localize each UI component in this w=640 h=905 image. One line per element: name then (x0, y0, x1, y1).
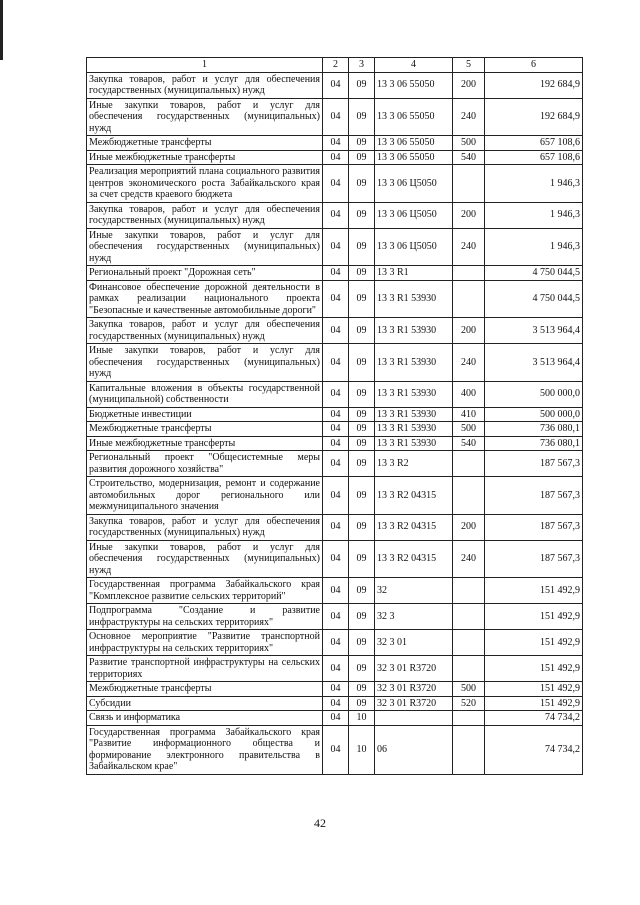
amount-cell: 3 513 964,4 (485, 344, 583, 382)
amount-cell: 657 108,6 (485, 136, 583, 151)
expense-type-cell (453, 578, 485, 604)
expense-type-cell: 410 (453, 407, 485, 422)
row-name-cell: Подпрограмма "Создание и развитие инфраструктуры на сельских территориях" (87, 604, 323, 630)
row-name-cell: Основное мероприятие "Развитие транспортной инфраструктуры на сельских территориях" (87, 630, 323, 656)
expense-type-cell (453, 656, 485, 682)
amount-cell: 4 750 044,5 (485, 280, 583, 318)
row-name-cell: Закупка товаров, работ и услуг для обеспечения государственных (муниципальных) нужд (87, 202, 323, 228)
table-row (87, 540, 583, 578)
target-article-cell: 32 3 01 R3720 (375, 682, 453, 697)
target-article-cell: 13 3 R1 53930 (375, 422, 453, 437)
column-header: 3 (349, 58, 375, 73)
target-article-cell (375, 711, 453, 726)
expense-type-cell: 500 (453, 682, 485, 697)
section-code-cell: 04 (323, 228, 349, 266)
row-name-cell: Государственная программа Забайкальского края "Комплексное развитие сельских территорий" (87, 578, 323, 604)
target-article-cell: 13 3 R1 53930 (375, 407, 453, 422)
table-row (87, 407, 583, 422)
expense-type-cell (453, 725, 485, 774)
row-name-cell: Иные межбюджетные трансферты (87, 436, 323, 451)
table-row (87, 280, 583, 318)
section-code-cell: 04 (323, 202, 349, 228)
target-article-cell: 13 3 R1 (375, 266, 453, 281)
table-row (87, 165, 583, 203)
amount-cell: 151 492,9 (485, 578, 583, 604)
target-article-cell: 32 3 01 R3720 (375, 696, 453, 711)
section-code-cell: 04 (323, 436, 349, 451)
table-row (87, 477, 583, 515)
table-row (87, 725, 583, 774)
section-code-cell: 04 (323, 656, 349, 682)
target-article-cell: 32 3 01 (375, 630, 453, 656)
column-header: 6 (485, 58, 583, 73)
subsection-code-cell: 09 (349, 98, 375, 136)
table-row (87, 656, 583, 682)
amount-cell: 151 492,9 (485, 630, 583, 656)
expense-type-cell: 500 (453, 422, 485, 437)
target-article-cell: 13 3 R2 04315 (375, 477, 453, 515)
row-name-cell: Закупка товаров, работ и услуг для обеспечения государственных (муниципальных) нужд (87, 514, 323, 540)
subsection-code-cell: 09 (349, 436, 375, 451)
row-name-cell: Региональный проект "Общесистемные меры развития дорожного хозяйства" (87, 451, 323, 477)
subsection-code-cell: 09 (349, 228, 375, 266)
subsection-code-cell: 09 (349, 422, 375, 437)
section-code-cell: 04 (323, 98, 349, 136)
subsection-code-cell: 09 (349, 578, 375, 604)
budget-table (86, 57, 583, 775)
target-article-cell: 32 3 (375, 604, 453, 630)
row-name-cell: Строительство, модернизация, ремонт и содержание автомобильных дорог регионального или межмуниципального значения (87, 477, 323, 515)
table-row (87, 266, 583, 281)
row-name-cell: Капитальные вложения в объекты государственной (муниципальной) собственности (87, 381, 323, 407)
expense-type-cell (453, 280, 485, 318)
target-article-cell: 13 3 06 55050 (375, 98, 453, 136)
amount-cell: 151 492,9 (485, 604, 583, 630)
expense-type-cell (453, 711, 485, 726)
amount-cell: 1 946,3 (485, 202, 583, 228)
section-code-cell: 04 (323, 451, 349, 477)
target-article-cell: 13 3 R2 04315 (375, 514, 453, 540)
subsection-code-cell: 10 (349, 711, 375, 726)
expense-type-cell: 540 (453, 436, 485, 451)
header-row (87, 58, 583, 73)
amount-cell: 736 080,1 (485, 436, 583, 451)
table-row (87, 696, 583, 711)
table-row (87, 630, 583, 656)
table-row (87, 136, 583, 151)
table-row (87, 228, 583, 266)
amount-cell: 151 492,9 (485, 682, 583, 697)
section-code-cell: 04 (323, 711, 349, 726)
target-article-cell: 13 3 R1 53930 (375, 381, 453, 407)
section-code-cell: 04 (323, 578, 349, 604)
expense-type-cell (453, 630, 485, 656)
table-row (87, 98, 583, 136)
amount-cell: 187 567,3 (485, 477, 583, 515)
subsection-code-cell: 09 (349, 696, 375, 711)
subsection-code-cell: 09 (349, 477, 375, 515)
subsection-code-cell: 09 (349, 344, 375, 382)
target-article-cell: 13 3 R1 53930 (375, 280, 453, 318)
subsection-code-cell: 09 (349, 682, 375, 697)
amount-cell: 192 684,9 (485, 98, 583, 136)
subsection-code-cell: 09 (349, 514, 375, 540)
target-article-cell: 13 3 R1 53930 (375, 436, 453, 451)
section-code-cell: 04 (323, 514, 349, 540)
amount-cell: 192 684,9 (485, 72, 583, 98)
table-row (87, 422, 583, 437)
row-name-cell: Реализация мероприятий плана социального развития центров экономического роста Забайкальского края за счет средств краевого бюджета (87, 165, 323, 203)
page-number: 42 (314, 816, 326, 830)
table-row (87, 150, 583, 165)
row-name-cell: Государственная программа Забайкальского края "Развитие информационного общества и формирование электронного правительства в Забайкальском крае" (87, 725, 323, 774)
amount-cell: 74 734,2 (485, 711, 583, 726)
row-name-cell: Связь и информатика (87, 711, 323, 726)
section-code-cell: 04 (323, 477, 349, 515)
amount-cell: 151 492,9 (485, 656, 583, 682)
subsection-code-cell: 09 (349, 656, 375, 682)
expense-type-cell: 240 (453, 98, 485, 136)
subsection-code-cell: 09 (349, 451, 375, 477)
expense-type-cell (453, 266, 485, 281)
amount-cell: 187 567,3 (485, 514, 583, 540)
column-header: 1 (87, 58, 323, 73)
table-row (87, 436, 583, 451)
table-row (87, 344, 583, 382)
row-name-cell: Межбюджетные трансферты (87, 682, 323, 697)
target-article-cell: 13 3 R2 04315 (375, 540, 453, 578)
target-article-cell: 32 3 01 R3720 (375, 656, 453, 682)
section-code-cell: 04 (323, 150, 349, 165)
table-row (87, 711, 583, 726)
expense-type-cell: 500 (453, 136, 485, 151)
row-name-cell: Иные закупки товаров, работ и услуг для обеспечения государственных (муниципальных) нужд (87, 344, 323, 382)
expense-type-cell (453, 477, 485, 515)
subsection-code-cell: 09 (349, 604, 375, 630)
section-code-cell: 04 (323, 604, 349, 630)
amount-cell: 500 000,0 (485, 407, 583, 422)
table-row (87, 318, 583, 344)
expense-type-cell: 200 (453, 318, 485, 344)
section-code-cell: 04 (323, 344, 349, 382)
row-name-cell: Финансовое обеспечение дорожной деятельности в рамках реализации национального проекта "Безопасные и качественные автомобильные дороги" (87, 280, 323, 318)
row-name-cell: Иные закупки товаров, работ и услуг для обеспечения государственных (муниципальных) нужд (87, 98, 323, 136)
amount-cell: 657 108,6 (485, 150, 583, 165)
section-code-cell: 04 (323, 540, 349, 578)
target-article-cell: 13 3 06 55050 (375, 136, 453, 151)
amount-cell: 1 946,3 (485, 228, 583, 266)
amount-cell: 736 080,1 (485, 422, 583, 437)
expense-type-cell: 240 (453, 344, 485, 382)
amount-cell: 4 750 044,5 (485, 266, 583, 281)
subsection-code-cell: 09 (349, 318, 375, 344)
section-code-cell: 04 (323, 266, 349, 281)
subsection-code-cell: 09 (349, 72, 375, 98)
row-name-cell: Иные закупки товаров, работ и услуг для обеспечения государственных (муниципальных) нужд (87, 228, 323, 266)
amount-cell: 74 734,2 (485, 725, 583, 774)
section-code-cell: 04 (323, 725, 349, 774)
expense-type-cell: 400 (453, 381, 485, 407)
subsection-code-cell: 09 (349, 266, 375, 281)
expense-type-cell: 520 (453, 696, 485, 711)
expense-type-cell: 200 (453, 72, 485, 98)
target-article-cell: 13 3 R1 53930 (375, 344, 453, 382)
subsection-code-cell: 09 (349, 280, 375, 318)
column-header: 5 (453, 58, 485, 73)
amount-cell: 1 946,3 (485, 165, 583, 203)
column-header: 2 (323, 58, 349, 73)
table-row (87, 72, 583, 98)
row-name-cell: Иные закупки товаров, работ и услуг для обеспечения государственных (муниципальных) нужд (87, 540, 323, 578)
table-row (87, 682, 583, 697)
row-name-cell: Иные межбюджетные трансферты (87, 150, 323, 165)
expense-type-cell (453, 604, 485, 630)
amount-cell: 187 567,3 (485, 540, 583, 578)
amount-cell: 187 567,3 (485, 451, 583, 477)
target-article-cell: 32 (375, 578, 453, 604)
expense-type-cell: 540 (453, 150, 485, 165)
expense-type-cell (453, 165, 485, 203)
subsection-code-cell: 09 (349, 136, 375, 151)
target-article-cell: 13 3 06 55050 (375, 150, 453, 165)
subsection-code-cell: 09 (349, 540, 375, 578)
subsection-code-cell: 10 (349, 725, 375, 774)
amount-cell: 151 492,9 (485, 696, 583, 711)
section-code-cell: 04 (323, 407, 349, 422)
section-code-cell: 04 (323, 381, 349, 407)
row-name-cell: Закупка товаров, работ и услуг для обеспечения государственных (муниципальных) нужд (87, 318, 323, 344)
table-row (87, 604, 583, 630)
section-code-cell: 04 (323, 72, 349, 98)
expense-type-cell: 240 (453, 540, 485, 578)
section-code-cell: 04 (323, 422, 349, 437)
amount-cell: 500 000,0 (485, 381, 583, 407)
subsection-code-cell: 09 (349, 630, 375, 656)
target-article-cell: 13 3 06 55050 (375, 72, 453, 98)
table-row (87, 578, 583, 604)
target-article-cell: 13 3 06 Ц5050 (375, 202, 453, 228)
target-article-cell: 13 3 R2 (375, 451, 453, 477)
table-body (87, 58, 583, 775)
section-code-cell: 04 (323, 165, 349, 203)
table-row (87, 514, 583, 540)
scan-edge-mark (0, 0, 3, 60)
section-code-cell: 04 (323, 318, 349, 344)
target-article-cell: 13 3 06 Ц5050 (375, 228, 453, 266)
row-name-cell: Межбюджетные трансферты (87, 422, 323, 437)
expense-type-cell: 200 (453, 202, 485, 228)
table-row (87, 202, 583, 228)
expense-type-cell (453, 451, 485, 477)
row-name-cell: Бюджетные инвестиции (87, 407, 323, 422)
subsection-code-cell: 09 (349, 165, 375, 203)
expense-type-cell: 200 (453, 514, 485, 540)
section-code-cell: 04 (323, 682, 349, 697)
section-code-cell: 04 (323, 280, 349, 318)
amount-cell: 3 513 964,4 (485, 318, 583, 344)
row-name-cell: Субсидии (87, 696, 323, 711)
target-article-cell: 06 (375, 725, 453, 774)
section-code-cell: 04 (323, 696, 349, 711)
subsection-code-cell: 09 (349, 407, 375, 422)
subsection-code-cell: 09 (349, 202, 375, 228)
subsection-code-cell: 09 (349, 150, 375, 165)
row-name-cell: Межбюджетные трансферты (87, 136, 323, 151)
target-article-cell: 13 3 06 Ц5050 (375, 165, 453, 203)
target-article-cell: 13 3 R1 53930 (375, 318, 453, 344)
row-name-cell: Закупка товаров, работ и услуг для обеспечения государственных (муниципальных) нужд (87, 72, 323, 98)
section-code-cell: 04 (323, 630, 349, 656)
row-name-cell: Региональный проект "Дорожная сеть" (87, 266, 323, 281)
subsection-code-cell: 09 (349, 381, 375, 407)
column-header: 4 (375, 58, 453, 73)
row-name-cell: Развитие транспортной инфраструктуры на сельских территориях (87, 656, 323, 682)
table-row (87, 381, 583, 407)
expense-type-cell: 240 (453, 228, 485, 266)
table-row (87, 451, 583, 477)
section-code-cell: 04 (323, 136, 349, 151)
